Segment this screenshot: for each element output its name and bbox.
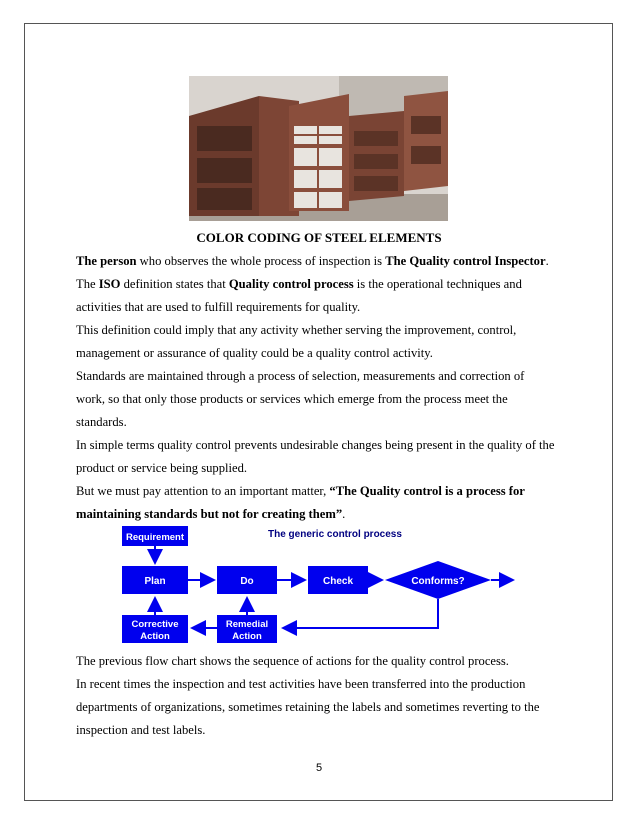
paragraph-simple-terms: In simple terms quality control prevents undesirable changes being present in the quality of the product or service being supplied.: [76, 438, 555, 475]
svg-text:Corrective: Corrective: [131, 619, 179, 630]
paragraph-definition: This definition could imply that any activity whether serving the improvement, control, management or assurance of quality could be a quality control activity.: [76, 323, 517, 360]
control-process-flowchart: [120, 520, 520, 650]
node-plan: [122, 566, 188, 594]
paragraph-attention: But we must pay attention to an important matter, “The Quality control is a process for maintaining standards but not for creating them”.: [76, 484, 525, 521]
svg-text:Do: Do: [240, 576, 254, 587]
flowchart-title: The generic control process: [268, 529, 402, 540]
paragraph-inspector: The person who observes the whole process of inspection is The Quality control Inspector.: [76, 254, 549, 268]
body-text: [76, 250, 556, 526]
paragraph-iso: The ISO definition states that Quality control process is the operational techniques and activities that are used to fulfill requirements for quality.: [76, 277, 522, 314]
node-requirement: [122, 526, 188, 546]
svg-text:Remedial: Remedial: [225, 619, 269, 630]
body-text-after: [76, 650, 556, 742]
node-conforms: [385, 561, 491, 599]
figure-caption: COLOR CODING OF STEEL ELEMENTS: [196, 230, 442, 245]
node-corrective-action: [122, 615, 188, 643]
svg-text:Action: Action: [140, 631, 170, 642]
node-check: [308, 566, 368, 594]
svg-text:Check: Check: [322, 576, 354, 587]
svg-text:Plan: Plan: [144, 576, 166, 587]
page-number: 5: [315, 762, 323, 774]
paragraph-recent-times: In recent times the inspection and test activities have been transferred into the production departments of organizations, sometimes retaining the labels and sometimes reverting to the inspection and test labels.: [76, 677, 540, 737]
paragraph-flowchart-summary: The previous flow chart shows the sequence of actions for the quality control process.: [76, 654, 509, 668]
svg-text:Requirement: Requirement: [125, 532, 185, 543]
svg-text:Action: Action: [232, 631, 262, 642]
svg-text:Conforms?: Conforms?: [411, 576, 465, 587]
steel-elements-photo: [189, 76, 448, 221]
paragraph-standards: Standards are maintained through a process of selection, measurements and correction of work, so that only those products or services which emerge from the process meet the standards.: [76, 369, 525, 429]
node-remedial-action: [217, 615, 277, 643]
node-do: [217, 566, 277, 594]
